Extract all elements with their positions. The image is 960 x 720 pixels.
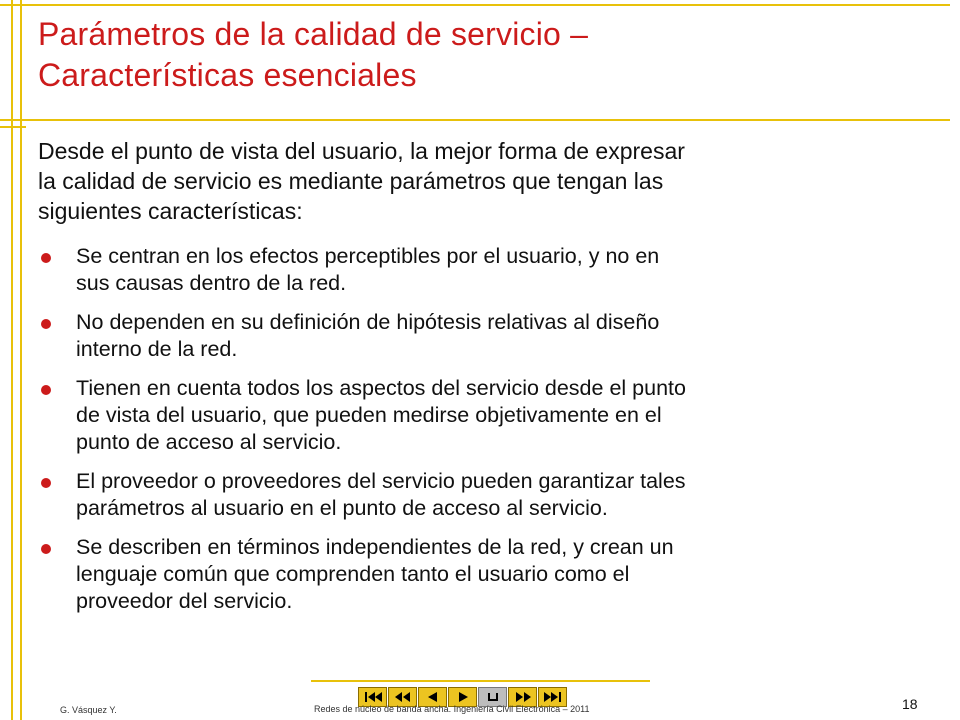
bullet-line: lenguaje común que comprenden tanto el usuario como el [76, 562, 630, 586]
bullet-item [38, 309, 938, 363]
bullet-dot-icon [41, 319, 51, 329]
title-line: Parámetros de la calidad de servicio – [38, 16, 589, 52]
last-slide-icon [543, 691, 563, 703]
bullet-line: de vista del usuario, que pueden medirse objetivamente en el [76, 403, 662, 427]
bullet-item [38, 534, 938, 615]
intro-line: siguientes características: [38, 198, 303, 224]
course-label: Redes de núcleo de banda ancha. Ingeniería Civil Electrónica – 2011 [314, 704, 590, 714]
bullet-line: Se describen en términos independientes de la red, y crean un [76, 535, 674, 559]
next-slide-icon [453, 691, 473, 703]
bullet-line: Se centran en los efectos perceptibles por el usuario, y no en [76, 244, 660, 268]
first-slide-icon [363, 691, 383, 703]
bullet-item [38, 468, 938, 522]
bullet-item [38, 375, 938, 456]
bullet-dot-icon [41, 544, 51, 554]
frame-horizontal-line [0, 119, 950, 121]
frame-vertical-line [20, 0, 22, 720]
return-icon [483, 691, 503, 703]
bullet-item [38, 243, 938, 297]
intro-line: Desde el punto de vista del usuario, la mejor forma de expresar [38, 138, 685, 164]
frame-horizontal-line [0, 126, 26, 128]
intro-paragraph [38, 136, 938, 226]
frame-horizontal-line [0, 4, 950, 6]
slide-title [38, 14, 938, 96]
intro-line: la calidad de servicio es mediante parámetros que tengan las [38, 168, 664, 194]
page-number: 18 [902, 696, 918, 712]
bullet-dot-icon [41, 385, 51, 395]
title-line: Características esenciales [38, 57, 417, 93]
bullet-line: No dependen en su definición de hipótesis relativas al diseño [76, 310, 660, 334]
bullet-list [38, 243, 938, 627]
bullet-line: parámetros al usuario en el punto de acceso al servicio. [76, 496, 608, 520]
bullet-line: El proveedor o proveedores del servicio pueden garantizar tales [76, 469, 686, 493]
bullet-line: sus causas dentro de la red. [76, 271, 347, 295]
bullet-line: interno de la red. [76, 337, 238, 361]
bullet-dot-icon [41, 253, 51, 263]
next-section-icon [513, 691, 533, 703]
bullet-line: proveedor del servicio. [76, 589, 293, 613]
bullet-line: Tienen en cuenta todos los aspectos del servicio desde el punto [76, 376, 686, 400]
frame-vertical-line [11, 0, 13, 720]
bullet-dot-icon [41, 478, 51, 488]
footer-divider [311, 680, 650, 682]
bullet-line: punto de acceso al servicio. [76, 430, 342, 454]
previous-slide-icon [423, 691, 443, 703]
author-label: G. Vásquez Y. [60, 705, 117, 715]
previous-section-icon [393, 691, 413, 703]
